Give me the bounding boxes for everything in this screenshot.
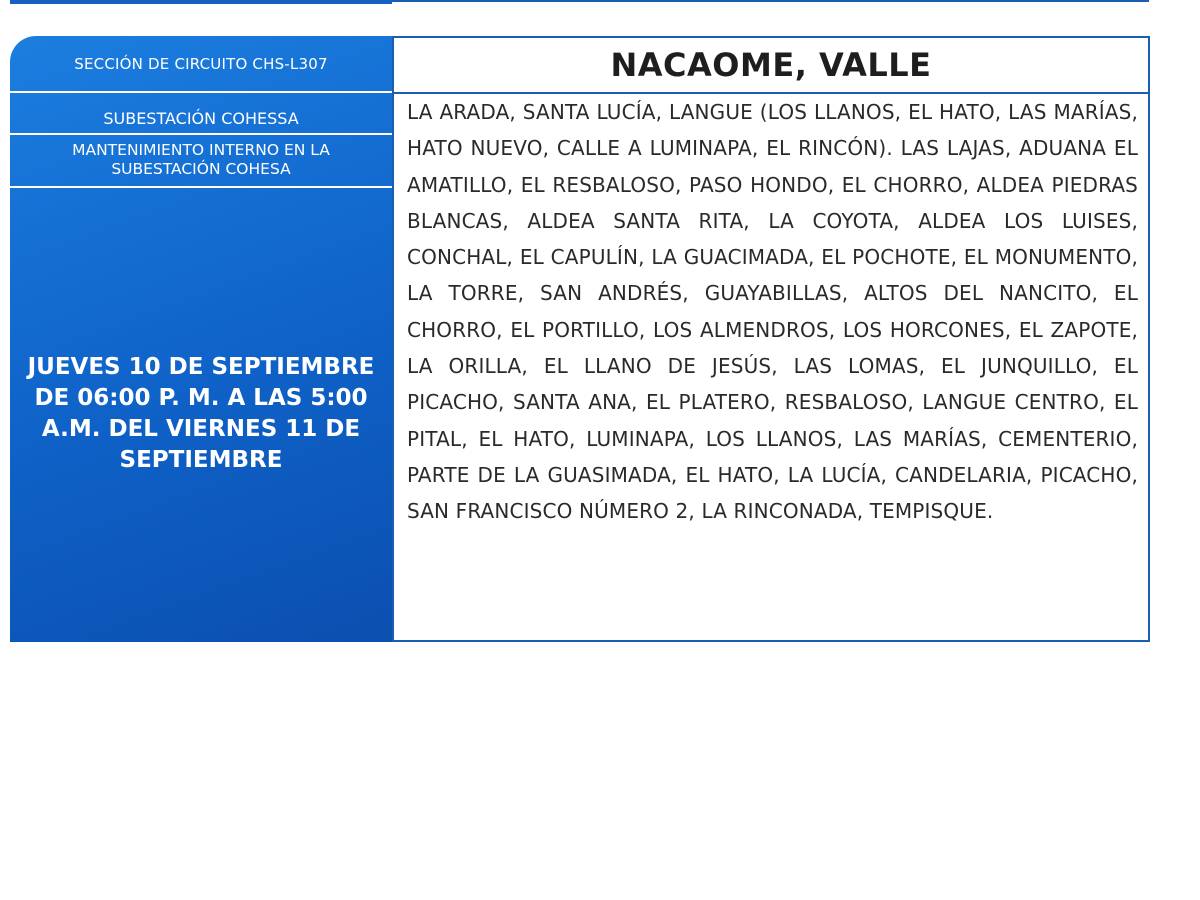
location-header xyxy=(394,38,1148,94)
substation-label: SUBESTACIÓN COHESSA xyxy=(103,108,299,128)
maintenance-label: MANTENIMIENTO INTERNO EN LA SUBESTACIÓN COHESA xyxy=(72,141,330,178)
outage-notice-table xyxy=(10,36,1150,642)
circuit-section-label: SECCIÓN DE CIRCUITO CHS-L307 xyxy=(74,55,328,73)
schedule-label: JUEVES 10 DE SEPTIEMBRE DE 06:00 P. M. A LAS 5:00 A.M. DEL VIERNES 11 DE SEPTIEMBRE xyxy=(27,354,375,473)
left-info-panel xyxy=(10,36,392,642)
affected-areas-text: LA ARADA, SANTA LUCÍA, LANGUE (LOS LLANOS, EL HATO, LAS MARÍAS, HATO NUEVO, CALLE A LUMINAPA, EL RINCÓN). LAS LAJAS, ADUANA EL AMATILLO, EL RESBALOSO, PASO HONDO, EL CHORRO, ALDEA PIEDRAS BLANCAS, ALDEA SANTA RITA, LA COYOTA, ALDEA LOS LUISES, CONCHAL, EL CAPULÍN, LA GUACIMADA, EL POCHOTE, EL MONUMENTO, LA TORRE, SAN ANDRÉS, GUAYABILLAS, ALTOS DEL NANCITO, EL CHORRO, EL PORTILLO, LOS ALMENDROS, LOS HORCONES, EL ZAPOTE, LA ORILLA, EL LLANO DE JESÚS, LAS LOMAS, EL JUNQUILLO, EL PICACHO, SANTA ANA, EL PLATERO, RESBALOSO, LANGUE CENTRO, EL PITAL, EL HATO, LUMINAPA, LOS LLANOS, LAS MARÍAS, CEMENTERIO, PARTE DE LA GUASIMADA, EL HATO, LA LUCÍA, CANDELARIA, PICACHO, SAN FRANCISCO NÚMERO 2, LA RINCONADA, TEMPISQUE. xyxy=(407,100,1138,524)
top-strip-right xyxy=(392,0,1149,2)
top-strip-left xyxy=(10,0,392,4)
right-info-panel xyxy=(392,36,1150,642)
location-title: NACAOME, VALLE xyxy=(610,46,932,84)
